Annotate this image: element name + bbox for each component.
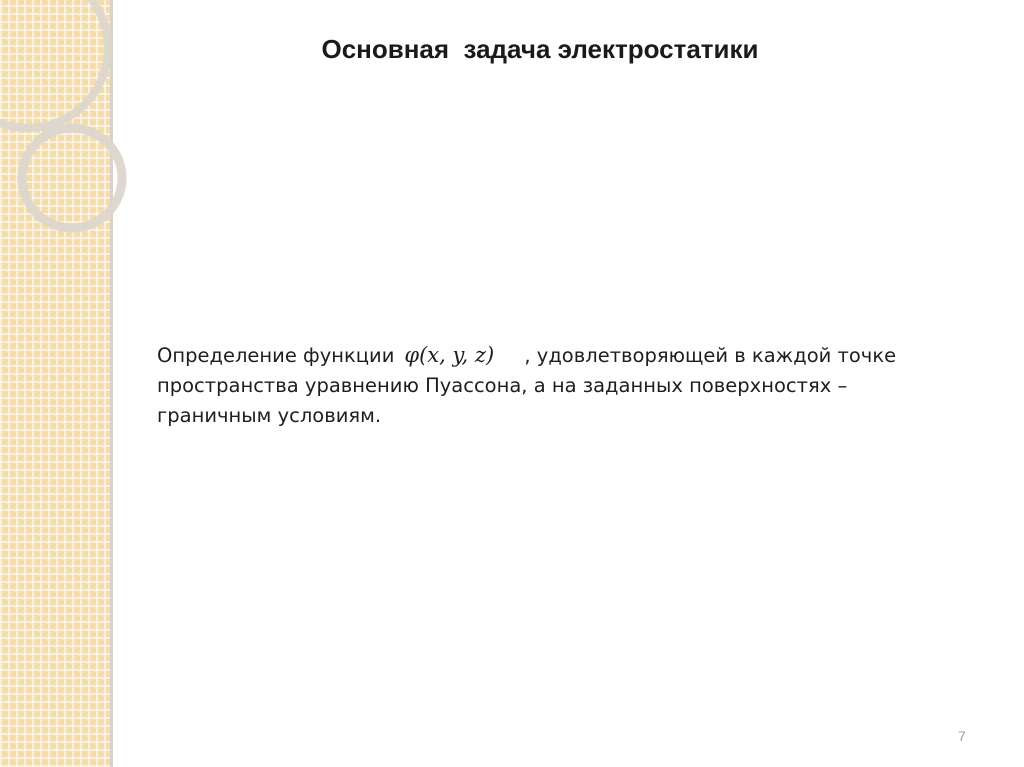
paragraph-text-before-formula: Определение функции [157, 344, 395, 367]
paragraph-text-after-formula: , удовлетворяющей в каждой точке [524, 344, 897, 367]
decorative-ring-bottom [22, 128, 122, 228]
slide-page-number: 7 [958, 728, 966, 744]
slide-title: Основная задача электростатики [321, 34, 759, 64]
paragraph-line-1 [157, 340, 937, 371]
definition-paragraph [157, 340, 937, 431]
decorative-ring-top [0, 0, 108, 128]
potential-function-formula: φ(x, y, z) [404, 343, 495, 367]
decorative-rings [0, 0, 150, 260]
paragraph-line-3: граничным условиям. [157, 404, 382, 427]
paragraph-line-2: пространства уравнению Пуассона, а на заданных поверхностях – [157, 374, 848, 397]
